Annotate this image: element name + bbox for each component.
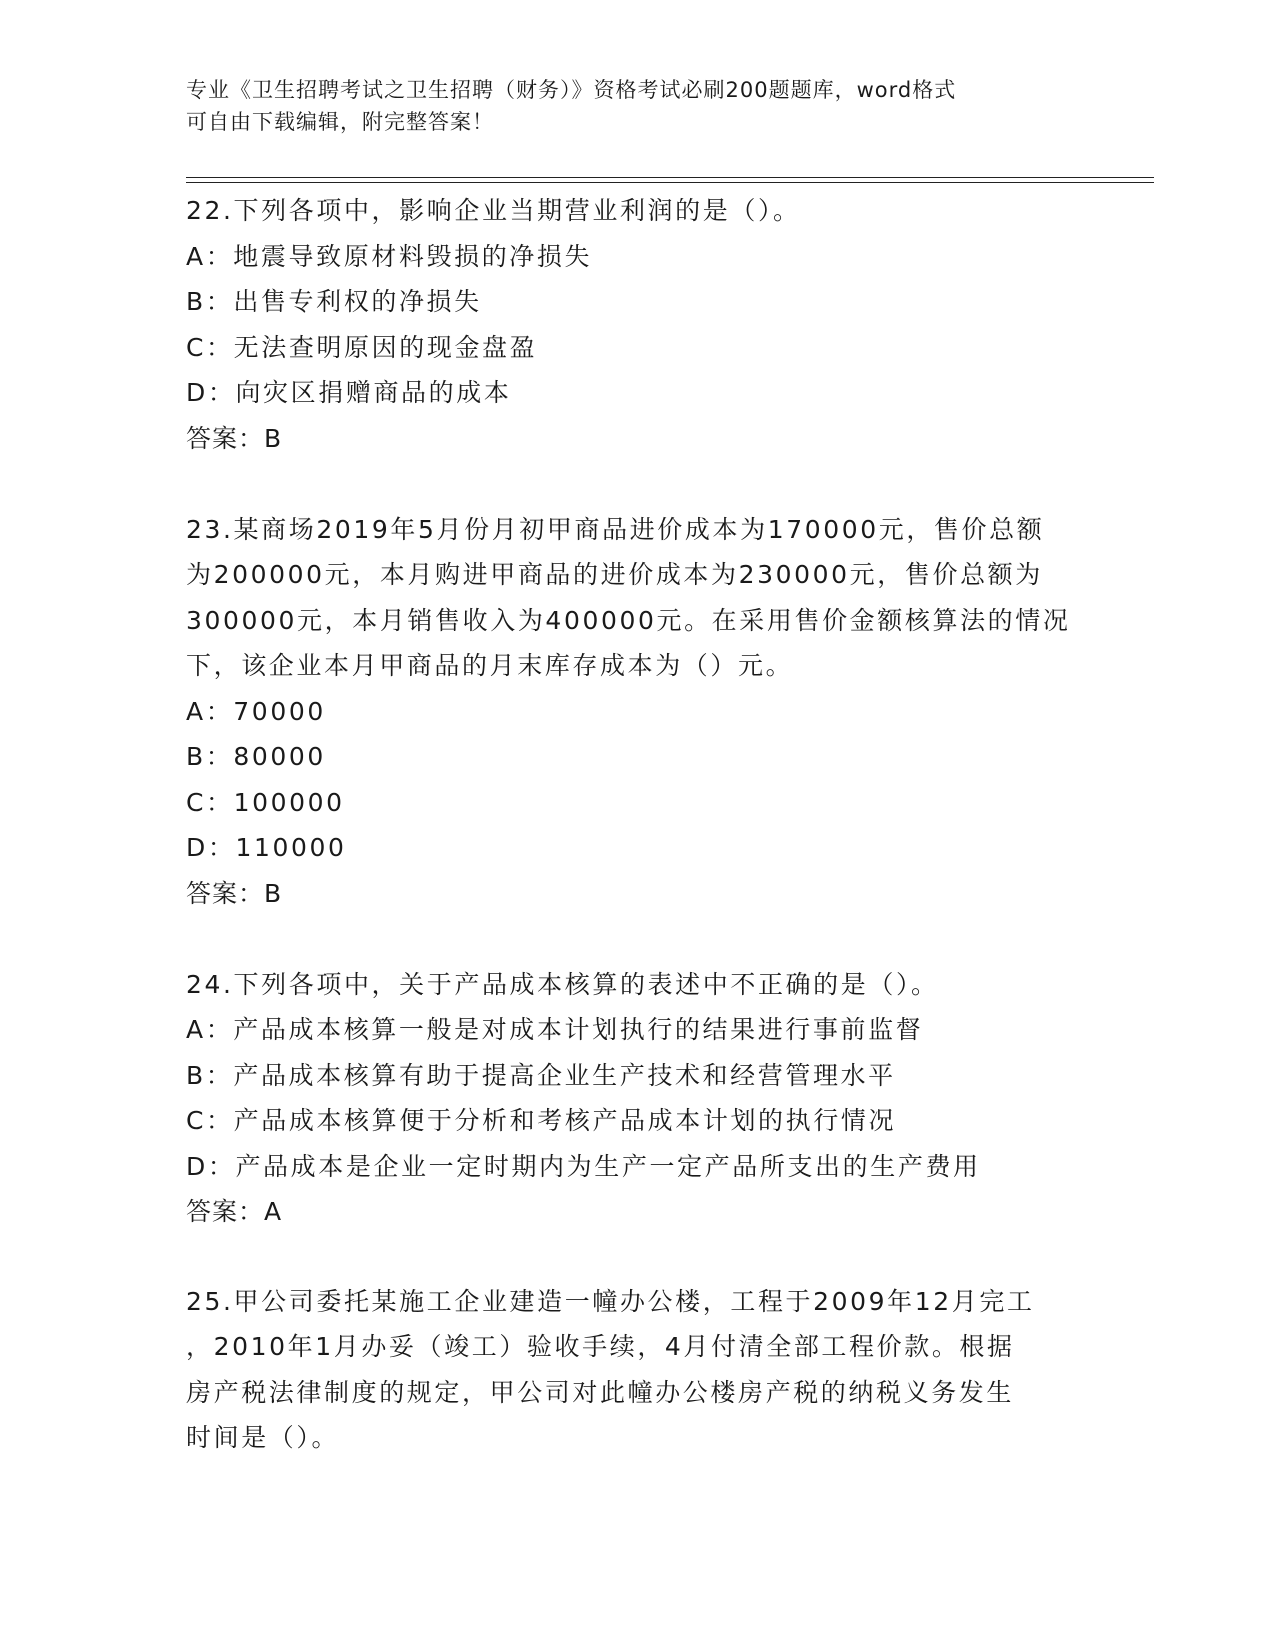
question-text: 24.下列各项中，关于产品成本核算的表述中不正确的是（）。 <box>186 969 939 999</box>
question-25 <box>186 1279 1086 1461</box>
question-text: 房产税法律制度的规定，甲公司对此幢办公楼房产税的纳税义务发生 <box>186 1377 1015 1407</box>
header-line: 专业《卫生招聘考试之卫生招聘（财务）》资格考试必刷200题题库，word格式 <box>186 78 957 102</box>
option-c: C：100000 <box>186 787 345 817</box>
option-a: A：70000 <box>186 696 326 726</box>
question-text: 25.甲公司委托某施工企业建造一幢办公楼，工程于2009年12月完工 <box>186 1286 1035 1316</box>
answer: 答案：B <box>186 423 283 453</box>
option-d: D：向灾区捐赠商品的成本 <box>186 378 512 407</box>
header-divider <box>186 182 1154 183</box>
question-text: 22.下列各项中，影响企业当期营业利润的是（）。 <box>186 196 801 225</box>
option-b: B：产品成本核算有助于提高企业生产技术和经营管理水平 <box>186 1060 896 1090</box>
header-line: 可自由下载编辑，附完整答案！ <box>186 110 494 134</box>
spacer <box>186 461 1086 507</box>
question-text: 23.某商场2019年5月份月初甲商品进价成本为170000元，售价总额 <box>186 514 1045 544</box>
option-c: C：无法查明原因的现金盘盈 <box>186 332 538 362</box>
question-text: 时间是（）。 <box>186 1423 340 1452</box>
spacer <box>186 1235 1086 1279</box>
question-22 <box>186 188 1086 461</box>
option-a: A：地震导致原材料毁损的净损失 <box>186 241 593 271</box>
spacer <box>186 916 1086 962</box>
question-23 <box>186 507 1086 917</box>
answer: 答案：B <box>186 878 283 908</box>
question-list <box>186 188 1086 1461</box>
option-a: A：产品成本核算一般是对成本计划执行的结果进行事前监督 <box>186 1015 924 1044</box>
answer: 答案：A <box>186 1197 283 1226</box>
header-divider <box>186 177 1154 178</box>
question-text: 为200000元，本月购进甲商品的进价成本为230000元，售价总额为 <box>186 560 1043 589</box>
option-b: B：出售专利权的净损失 <box>186 287 482 316</box>
page-header <box>186 74 1066 138</box>
option-d: D：产品成本是企业一定时期内为生产一定产品所支出的生产费用 <box>186 1151 981 1181</box>
question-text: 300000元，本月销售收入为400000元。在采用售价金额核算法的情况 <box>186 605 1071 635</box>
question-text: 下，该企业本月甲商品的月末库存成本为（）元。 <box>186 651 794 680</box>
option-d: D：110000 <box>186 833 347 862</box>
option-c: C：产品成本核算便于分析和考核产品成本计划的执行情况 <box>186 1106 897 1135</box>
question-24 <box>186 962 1086 1235</box>
question-text: ，2010年1月办妥（竣工）验收手续，4月付清全部工程价款。根据 <box>186 1332 1015 1361</box>
option-b: B：80000 <box>186 742 326 771</box>
